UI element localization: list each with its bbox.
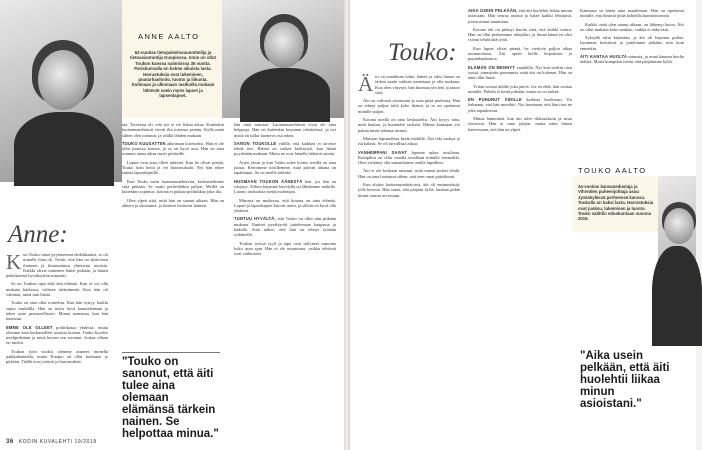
touko-paragraph: Kannusta sä häntä aina maailmaan. Hän on opettanut minulle, että ihmisiä pitää kohdella kunnioittavasti. xyxy=(580,8,684,19)
anne-paragraph: aikoinaan kiireiseksi. Hän ei ole ollut jumissa kotona, ja se on hyvä asia. Hän on aina osannut antaa aikaa myös perheelle. xyxy=(122,140,224,157)
touko-subheading: EN PUHUNUT ÄIDILLE xyxy=(468,97,522,103)
issue-number: 19/2018 xyxy=(74,439,97,445)
anne-paragraph: Kun Touko meni luottamustehtäviin, keskustelimme siitä pitkään. Se vaatii perheeltäkin paljon. Meillä on kuitenkin sopimus: kotona ei puhuta politiikkaa joka ilta. xyxy=(122,178,224,195)
anne-column-3 xyxy=(234,122,336,432)
anne-paragraph: Lapset ovat aina olleet tärkeitä. Kun he olivat pieniä, Touko hoiti heitä ja vei harrastuksiin. Nyt hän tekee samaa lapsenlapsille. xyxy=(122,159,224,176)
touko-speaker-label: Touko: xyxy=(388,39,457,66)
touko-paragraph: Kun aloitin luottamustehtävissä, äiti oli ensimmäisiä, jolle kerroin. Hän sanoi, että pärjään kyllä, kunhan pidän kiinni omista arvoistani. xyxy=(358,182,460,198)
page-number: 36 xyxy=(6,439,14,445)
anne-quote-rule xyxy=(122,352,220,353)
touko-paragraph: että äiti huolehtii liikaa minun asioistani. Hän seuraa uutisia ja lukee kaikki lehtijutut, joissa minut mainitaan. xyxy=(468,8,572,24)
touko-bio-heading: TOUKO AALTO xyxy=(578,166,647,175)
anne-pull-quote: "Touko on sanonut, että äiti tulee aina olemaan elämänsä tärkein nainen. Se helpottaa minua." xyxy=(122,356,219,440)
magazine-name: KODIN KUVALEHTI xyxy=(18,439,73,445)
anne-paragraph: Arjen yksin ja kun Touko tulee kotiin, meillä on aina juttua. Kerromme toisillemme, mitä päivän aikana on tapahtunut. Se on meille tärkeää. xyxy=(234,159,336,176)
touko-pull-quote: "Aika usein pelkään, että äiti huolehtii liikaa minun asioistani." xyxy=(580,350,670,410)
touko-lead-paragraph: iti on maailman lohtu, hänen ja siksi hänen on tärkeä saada vaihtaa tunteitaan ja olla mukana. Kun olen väsynyt, hän huomaa sen heti ja sanoo siitä. xyxy=(375,74,460,95)
touko-paragraph: lapsena tukea toisiltaan. Kumpikin on ollut omalla tavallaan minulle esimerkki. Olen yrittänyt olla samanlainen omille lapsilleni. xyxy=(358,149,460,166)
drop-cap-k: K xyxy=(6,250,22,274)
touko-paragraph: Kotona meillä on aina keskusteltu. Äiti kysyy aina, mitä kuuluu, ja kuuntelee tarkasti. Hänen kanssaan voi puhua mistä tahansa asiasta. xyxy=(358,117,460,133)
touko-portrait-photo xyxy=(658,176,696,346)
anne-bio-text: 62-vuotias tietopalvelusuunnittelija ja tietoasiantuntija Kuopiossa. Anne on ollut Toukon kanssa naimisissa 35 vuotta. Pariskunnalla on kolme aikuista lasta. Harrastuksia ovat lukeminen, puutarhanhoito, luonto ja liikunta. Kotimaan ja ulkomaan matkoilla mukaan lähtevät usein myös lapset ja lapsenlapset. xyxy=(130,50,216,99)
touko-paragraph: Äiti ei ole koskaan sanonut, mitä minun pitäisi tehdä. Hän on aina luottanut siihen, että teen omat päätökseni. xyxy=(358,168,460,179)
right-page xyxy=(350,0,696,450)
touko-column-2 xyxy=(468,8,572,432)
touko-bio-text: 34-vuotias kansanedustaja ja Vihreiden puheenjohtaja asuu Jyväskylässä perheensä kanssa. Toukolla on kaksi lasta. Harrastuksia ovat juoksu, lukeminen ja luonto. Touko valittiin eduskuntaan vuonna 2015. xyxy=(578,184,654,222)
anne-paragraph: Toukon työn vuoksi olemme asuneet monella paikkakunnalla, mutta Kuopio on ollut kotimme jo pitkään. Täällä ovat ystävät ja harrastukset. xyxy=(6,348,108,365)
anne-paragraph: välillä, että kaikkea ei tarvitse tehdä itse. Hänen on vaikea kieltäytyä, kun häntä pyydetään mukaan. Mutta ne ovat hänelle tärkeitä asioita. xyxy=(234,140,336,157)
anne-paragraph: heti, jos hän on väsynyt. Silloin käymme kävelyllä tai lähdemme mökille. Luonto rauhoittaa meitä molempia. xyxy=(234,178,336,195)
anne-paragraph: Olen ylpeä siitä, mitä hän on saanut aikaan. Hän on ahkera ja sitoutunut, ja ihmiset luottavat häneen. xyxy=(122,197,224,208)
anne-paragraph: taa. Toiveissa oli, että työ ei vie liikaa aikaa. Kuitenkin luottamustehtävät vievät ilta toisensa perään. Kyllä minä siihen olen tottunut, ja välillä lähden mukaan. xyxy=(122,122,224,138)
anne-column-1 xyxy=(6,252,108,432)
anne-paragraph: Minusta on mukavaa, että kotona on aina elämää. Lapset ja lapsenlapset käyvät usein, ja silloin on hyvä olla yhdessä. xyxy=(234,197,336,214)
anne-wide-photo xyxy=(222,0,344,118)
anne-speaker-label: Anne: xyxy=(8,221,68,248)
touko-subheading: ELÄMÄN ON MENNYT xyxy=(468,64,516,70)
touko-paragraph: Kun lapset olivat pieniä, he viettivät paljon aikaa mummolassa. Äiti opetti heille leipomista ja puutarhanhoitoa. xyxy=(468,45,572,62)
touko-subheading: VANHEMPANI SAIVAT xyxy=(358,149,408,155)
anne-subheading: TUNTUU HYVÄLTÄ, xyxy=(234,216,276,222)
anne-bio-box xyxy=(122,0,222,118)
touko-paragraph: Minua lämmittää, kun äiti tulee tilaisuuksiin ja istuu yleisössä. Hän ei sano paljon, mutta näen hänen katseestaan, että hän on ylpeä. xyxy=(468,116,572,132)
touko-paragraph: Kotona äiti on pitänyt huolta siitä, että kaikki toimii. Hän on ollut perheemme tukipilari, ja ilman häntä en olisi voinut tehdä tätä työtä. xyxy=(468,26,572,43)
anne-column-2 xyxy=(122,122,224,348)
anne-subheading: TOUKO KUUSATTIIN xyxy=(122,140,166,146)
anne-paragraph: Toukon työssä tyyli ja tapa ovat säilyneet samoina koko uran ajan. Hän ei ole muuttunut, vaikka tehtävät ovat vaihtuneet. xyxy=(234,240,336,257)
anne-paragraph: Se on Toukon tapa elää tätä elämää. Kun ei voi olla mukana kaikessa, valitsee tärkeimmät. Kun hän oli valinnut, minä tuin häntä. xyxy=(6,281,108,298)
touko-paragraph: Syksyllä tulin käymään, ja äiti oli leiponut pullaa. Istuimme keittiössä ja juttelimme pitkään, niin kuin ennenkin. xyxy=(580,35,684,51)
touko-column-3 xyxy=(580,8,684,172)
touko-column-1 xyxy=(358,74,460,432)
touko-paragraph: kaikista huolistani. En halunnut, että hän murehtii. Nyt huomaan, että hän tiesi ne joka tapauksessa. xyxy=(468,97,572,113)
touko-paragraph: minusta, ja minä kannan huolta äidistä. Mutta kumpikin tietää, että pärjäämme kyllä. xyxy=(580,54,684,65)
touko-paragraph: Muistan lapsuudesta kesät mökillä. Äiti teki ruokaa ja isä kalasti. Se oli turvallista aikaa. xyxy=(358,135,460,147)
anne-paragraph: hän niitä muistaa. Luottamustehtävät eivät ole aina helppoja. Hän on kuitenkin kasvanut tehtäviinsä, ja nyt niistä on tullut luonteva osa arkea. xyxy=(234,122,336,138)
touko-subheading: AIKA USEIN PELKÄÄN, xyxy=(468,8,518,13)
anne-lead-paragraph: un Touko sanoi pyytäneensä ehdokkaaksi, se oli minulle ihan ok. Tiesin, että hän on aktiivinen ihminen ja kiinnostunut yhteisistä asioista. Kaikki olivat tunteneet hänet pitkään, ja hänen päätöksensä hyväksyttiin nopeasti. xyxy=(6,252,108,279)
left-page-footer xyxy=(6,439,97,445)
anne-subheading: HUOMAAN TOUKON ÄÄNESTÄ xyxy=(234,178,303,184)
anne-paragraph: että Touko on ollut niin pitkään mukana. Ihmiset pysähtyvät juttelemaan kaupassa ja kadulla. Siitä näkee, että hän on tehnyt työtään sydämellä. xyxy=(234,216,336,238)
touko-subheading: ÄITI KANTAA HUOLTA xyxy=(580,54,628,60)
anne-subheading: EMME OLE OLLEET xyxy=(6,324,53,330)
anne-paragraph: Touko on aina ollut toimelias. Kun hän syttyy, kaikki sujuu vauhdilla. Hän on myös hyvä kuuntelemaan ja tekee asiat perusteellisesti. Minua naurattaa, kun hän innostuu. xyxy=(6,300,108,322)
anne-subheading: SANON TOUKOLLE xyxy=(234,140,277,146)
touko-paragraph: vauhdilla. Nyt kun itsekin olen isoisä, ymmärrän paremmin, mitä äiti on kokenut. Hän on aina ollut läsnä. xyxy=(468,64,572,81)
touko-paragraph: Äiti on vahvasti sitoutunut ja osaa pitää puolensa. Hän on tehnyt paljon töitä koko ikänsä, ja se on opettanut minulle paljon. xyxy=(358,98,460,114)
drop-cap-a: Ä xyxy=(358,72,374,96)
anne-portrait-photo xyxy=(0,0,122,182)
touko-paragraph: Yritän soittaa äidille joka päivä. Jos en ehdi, hän soittaa minulle. Puhelu ei kestä pitkään, mutta se on tärkeä. xyxy=(468,83,572,94)
anne-bio-name: ANNE AALTO xyxy=(138,32,200,41)
left-page xyxy=(0,0,344,450)
anne-paragraph: politiikassa yhdessä, mutta olemme aina keskustelleet asioista kotona. Touko kyselee mielipidettäni ja minä kerron sen suoraan. Joskus ollaan eri mieltä. xyxy=(6,324,108,346)
touko-paragraph: Kaikki, mitä olen saanut aikaan, on lähtenyt kotoa. Äiti on ollut mukana koko matkan, vaikka ei näkyvästi. xyxy=(580,21,684,32)
